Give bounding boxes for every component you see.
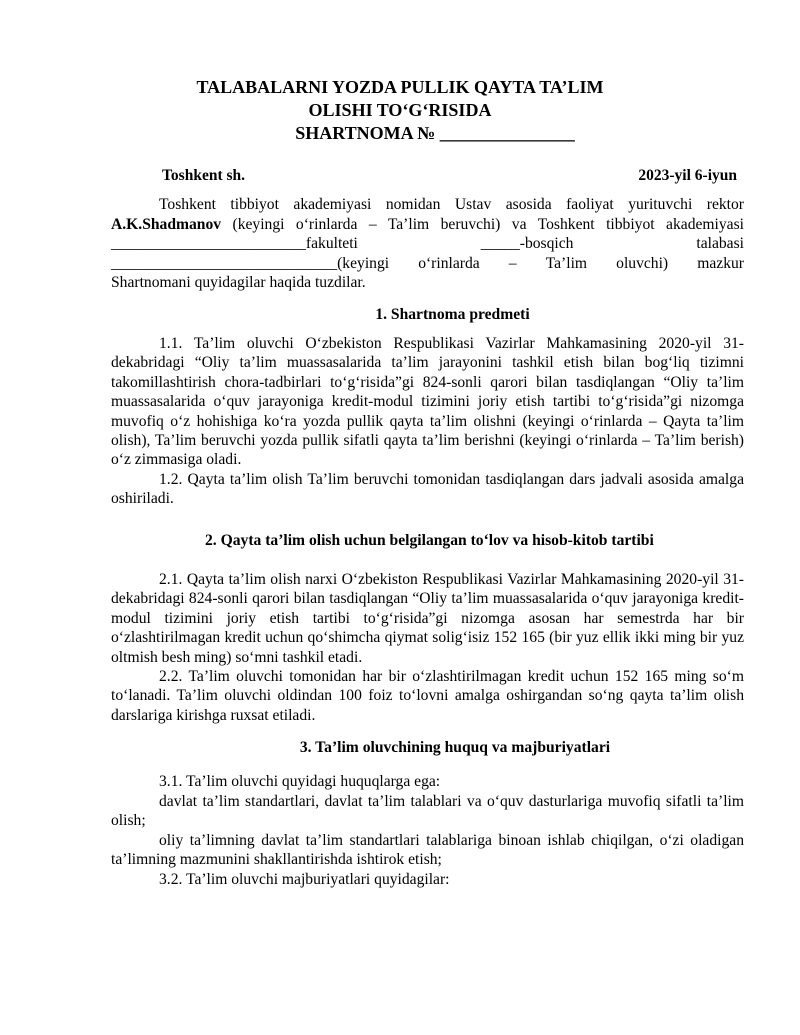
- intro-word: o‘rinlarda: [418, 254, 480, 272]
- section2-paragraph1: 2.1. Qayta ta’lim olish narxi O‘zbekiston Respublikasi Vazirlar Mahkamasining 2020-yil 31-dekabridagi 824-sonli qarori bilan tasdiqlangan “Oliy ta’lim muassasalarida o‘quv jarayoniga kredit-modul tizimini joriy etish tartibi to‘g‘risida”gi nizomga asosan har semestrda har bir o‘zlashtirilmagan kredit uchun qo‘shimcha qiymat solig‘isiz 152 165 (bir yuz ellik ikki ming bir yuz oltmish besh ming) so‘mni tashkil etadi.: [111, 571, 744, 666]
- section3-paragraph1: 3.1. Ta’lim oluvchi quyidagi huquqlarga ega:: [159, 773, 441, 790]
- intro-word: oluvchi): [616, 254, 669, 272]
- section3-paragraph2: davlat ta’lim standartlari, davlat ta’lim talablari va o‘quv dasturlariga muvofiq sifatli ta’lim olish;: [111, 792, 744, 829]
- section2-heading: 2. Qayta ta’lim olish uchun belgilangan to‘lov va hisob-kitob tartibi: [205, 532, 654, 549]
- intro-word: mazkur: [697, 254, 744, 272]
- intro-word: Ta’lim: [545, 254, 588, 272]
- intro-line1: Toshkent tibbiyot akademiyasi nomidan Ustav asosida faoliyat yurituvchi rektor: [159, 196, 744, 213]
- document-title-line1: TALABALARNI YOZDA PULLIK QAYTA TA’LIM: [196, 77, 604, 97]
- student-word: talabasi: [696, 235, 744, 252]
- section1-paragraph1: 1.1. Ta’lim oluvchi O‘zbekiston Respublikasi Vazirlar Mahkamasining 2020-yil 31-dekabridagi “Oliy ta’lim muassasalarida ta’lim jarayonini tashkil etish bilan bog‘liq tizimni takomillashtirish chora-tadbirlari to‘g‘risida”gi 824-sonli qarori bilan tasdiqlangan “Oliy ta’lim muassasalarida o‘quv jarayoniga kredit-modul tizimini joriy etish tartibi to‘g‘risida”gi nizomga muvofiq o‘z hohishiga ko‘ra yozda pullik qayta ta’lim olishni (keyingi o‘rinlarda – Qayta ta’lim olish), Ta’lim beruvchi yozda pullik sifatli qayta ta’lim berishni (keyingi o‘rinlarda – Ta’lim berish) o‘z zimmasiga oladi.: [111, 335, 744, 469]
- course-blank: _____-bosqich: [480, 235, 574, 252]
- section2-paragraph2: 2.2. Ta’lim oluvchi tomonidan har bir o‘zlashtirilmagan kredit uchun 152 165 ming so‘m to‘lanadi. Ta’lim oluvchi oldindan 100 foiz to‘lovni amalga oshirgandan so‘ng qayta ta’lim olish darslariga kirishga ruxsat etiladi.: [111, 668, 744, 724]
- section3-paragraph4: 3.2. Ta’lim oluvchi majburiyatlari quyidagilar:: [159, 870, 450, 888]
- contract-place: Toshkent sh.: [162, 167, 246, 184]
- intro-word: –: [508, 254, 517, 272]
- intro-line3: [111, 234, 744, 253]
- intro-line5: Shartnomani quyidagilar haqida tuzdilar.: [111, 274, 366, 291]
- rector-name: A.K.Shadmanov: [111, 215, 222, 233]
- document-title-line2: OLISHI TO‘G‘RISIDA: [308, 100, 492, 120]
- intro-line4: [111, 254, 744, 273]
- section3-heading: 3. Ta’lim oluvchining huquq va majburiyatlari: [299, 739, 611, 756]
- document-title-number: SHARTNOMA № _______________: [295, 123, 575, 143]
- section3-paragraph3: oliy ta’limning davlat ta’lim standartlari talablariga binoan ishlab chiqilgan, o‘zi oladigan ta’limning mazmunini shakllantirishda ishtirok etish;: [111, 831, 744, 868]
- faculty-blank: _________________________fakulteti: [111, 235, 358, 252]
- intro-line2-text: (keyingi o‘rinlarda – Ta’lim beruvchi) va Toshkent tibbiyot akademiyasi: [221, 215, 744, 233]
- section1-paragraph2: 1.2. Qayta ta’lim olish Ta’lim beruvchi tomonidan tasdiqlangan dars jadvali asosida amalga oshiriladi.: [111, 471, 744, 508]
- student-name-blank: _____________________________(keyingi: [111, 254, 390, 272]
- contract-date: 2023-yil 6-iyun: [638, 167, 737, 184]
- intro-line2: [111, 215, 744, 234]
- section1-heading: 1. Shartnoma predmeti: [375, 306, 530, 323]
